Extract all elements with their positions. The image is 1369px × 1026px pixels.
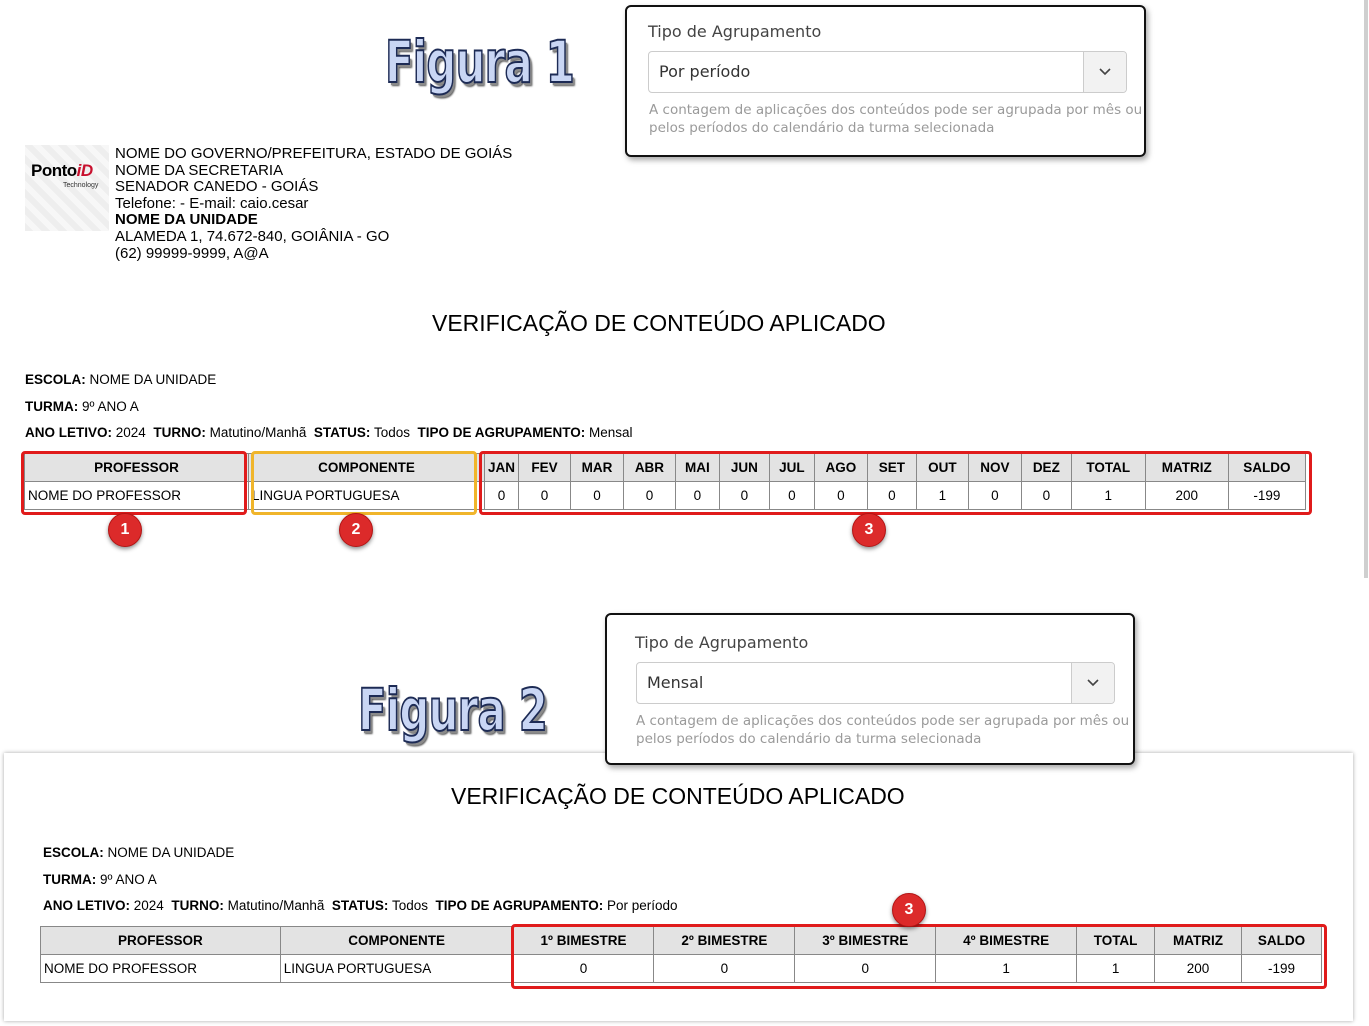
institution-header: NOME DO GOVERNO/PREFEITURA, ESTADO DE GOIÁS NOME DA SECRETARIA SENADOR CANEDO - GOIÁS Telefone: - E-mail: caio.cesar NOME DA UNIDADE ALAMEDA 1, 74.672-840, GOIÂNIA - GO (62) 99999-9999, A@A bbox=[115, 145, 513, 262]
chevron-down-icon bbox=[1087, 678, 1099, 688]
grouping-select[interactable] bbox=[648, 51, 1127, 93]
info-ano-turno-status: ANO LETIVO: 2024 TURNO: Matutino/Manhã STATUS: Todos TIPO DE AGRUPAMENTO: Mensal bbox=[25, 425, 633, 440]
highlight-componente bbox=[251, 451, 477, 515]
pontoid-logo: PontoiD Technology bbox=[25, 145, 109, 231]
grouping-select-panel-2 bbox=[605, 613, 1135, 765]
info-escola: ESCOLA: NOME DA UNIDADE bbox=[43, 845, 235, 860]
report-title-1: VERIFICAÇÃO DE CONTEÚDO APLICADO bbox=[432, 310, 886, 336]
info-escola: ESCOLA: NOME DA UNIDADE bbox=[25, 372, 217, 387]
grouping-select-label: Tipo de Agrupamento bbox=[635, 633, 809, 652]
table-header-row: PROFESSOR COMPONENTE JAN FEV MAR ABR MAI JUN JUL AGO SET OUT NOV DEZ TOTAL MATRIZ SALDO bbox=[25, 454, 1306, 482]
chevron-down-icon bbox=[1099, 67, 1111, 77]
report-title-2: VERIFICAÇÃO DE CONTEÚDO APLICADO bbox=[451, 783, 905, 809]
highlight-periods bbox=[511, 924, 1327, 989]
grouping-select-value: Por período bbox=[659, 62, 751, 81]
badge-3: 3 bbox=[852, 513, 886, 547]
grouping-select-help: A contagem de aplicações dos conteúdos pode ser agrupada por mês ou pelos períodos do calendário da turma selecionada bbox=[636, 713, 1130, 747]
scrollbar[interactable] bbox=[1364, 0, 1368, 578]
dropdown-button[interactable] bbox=[1071, 663, 1114, 703]
dropdown-button[interactable] bbox=[1083, 52, 1126, 92]
figure-2-title: Figura 2 bbox=[358, 676, 548, 744]
badge-1: 1 bbox=[108, 513, 142, 547]
table-row: NOME DO PROFESSOR LINGUA PORTUGUESA 0 0 0 1 1 200 -199 bbox=[41, 955, 1322, 983]
badge-2: 2 bbox=[339, 513, 373, 547]
info-turma: TURMA: 9º ANO A bbox=[25, 399, 139, 414]
grouping-select-panel-1 bbox=[625, 5, 1146, 157]
grouping-select[interactable] bbox=[636, 662, 1115, 704]
highlight-months bbox=[479, 451, 1312, 515]
grouping-select-help: A contagem de aplicações dos conteúdos pode ser agrupada por mês ou pelos períodos do calendário da turma selecionada bbox=[649, 102, 1143, 136]
table-row: NOME DO PROFESSOR LINGUA PORTUGUESA 0 0 0 0 0 0 0 0 0 1 0 0 1 200 -199 bbox=[25, 482, 1306, 510]
table-header-row: PROFESSOR COMPONENTE 1º BIMESTRE 2º BIMESTRE 3º BIMESTRE 4º BIMESTRE TOTAL MATRIZ SALDO bbox=[41, 927, 1322, 955]
grouping-select-value: Mensal bbox=[647, 673, 704, 692]
badge-3-fig2: 3 bbox=[892, 893, 926, 927]
info-ano-turno-status: ANO LETIVO: 2024 TURNO: Matutino/Manhã STATUS: Todos TIPO DE AGRUPAMENTO: Por período bbox=[43, 898, 678, 913]
info-turma: TURMA: 9º ANO A bbox=[43, 872, 157, 887]
figure-1-title: Figura 1 bbox=[385, 28, 575, 96]
grouping-select-label: Tipo de Agrupamento bbox=[648, 22, 822, 41]
highlight-professor bbox=[21, 451, 247, 515]
